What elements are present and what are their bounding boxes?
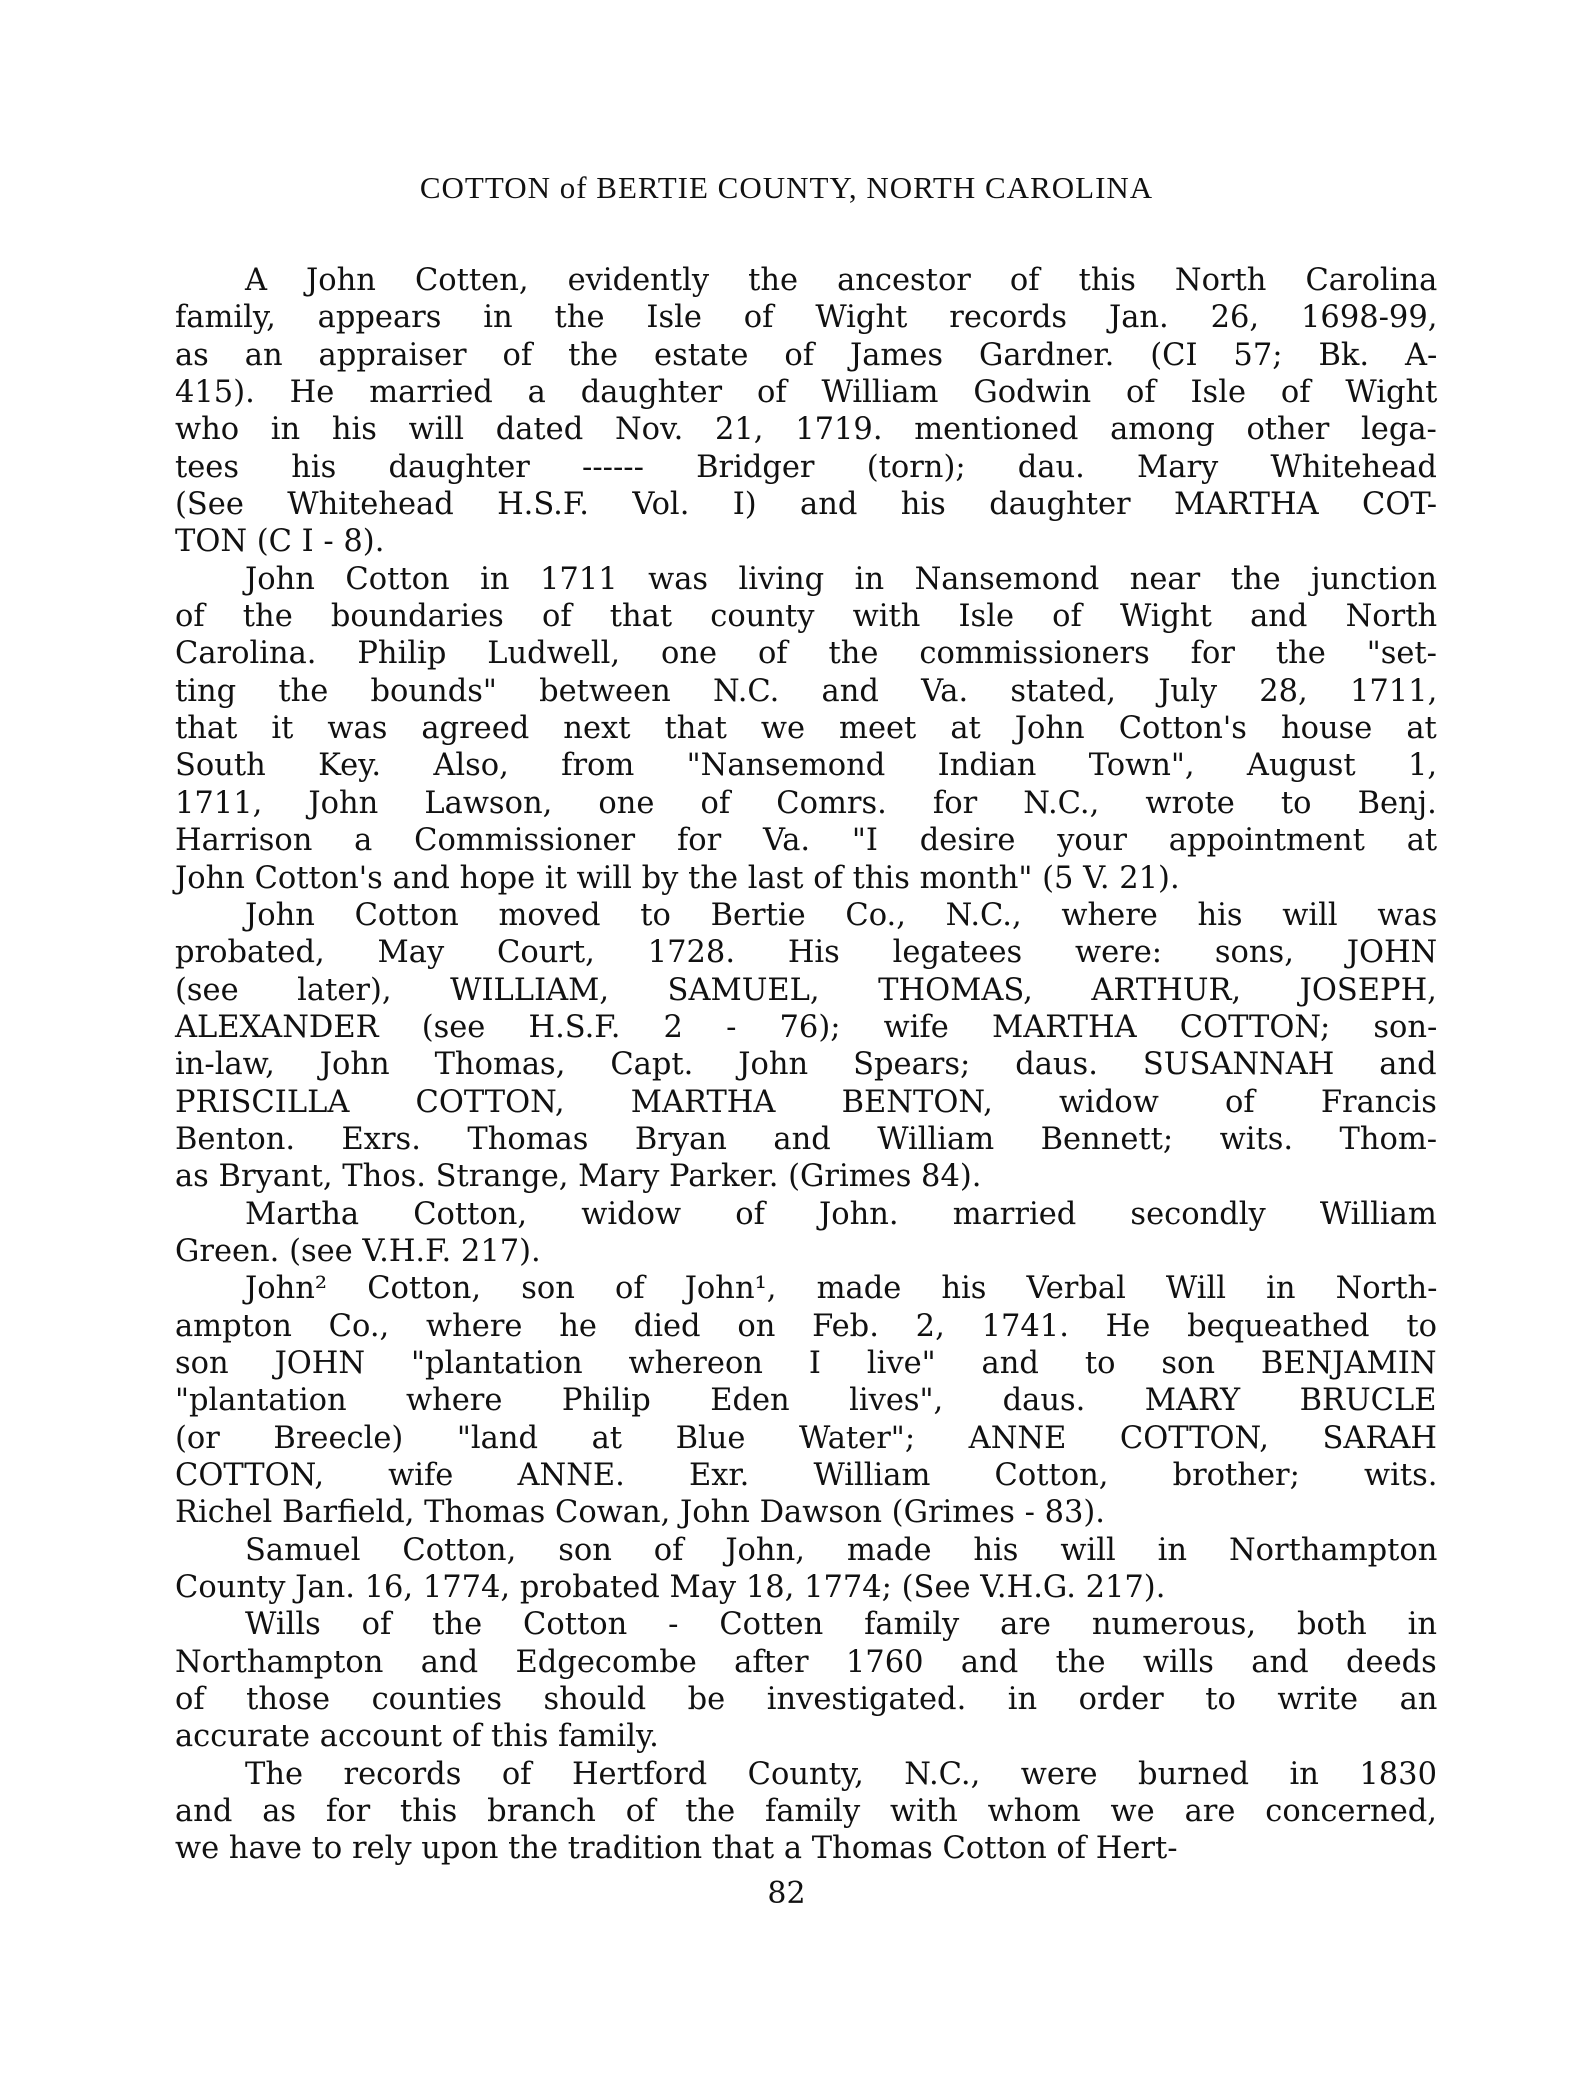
text-line: as an appraiser of the estate of James Gardner. (CI 57; Bk. A-	[175, 337, 1438, 373]
text-line: and as for this branch of the family with whom we are concerned,	[175, 1794, 1437, 1830]
body-text	[175, 262, 1437, 1868]
text-line: family, appears in the Isle of Wight records Jan. 26, 1698-99,	[175, 300, 1438, 336]
text-line: son JOHN "plantation whereon I live" and to son BENJAMIN	[175, 1345, 1437, 1381]
text-line: The records of Hertford County, N.C., were burned in 1830	[245, 1756, 1437, 1792]
text-line: Samuel Cotton, son of John, made his will in Northampton	[245, 1532, 1438, 1568]
text-line: in-law, John Thomas, Capt. John Spears; daus. SUSANNAH and	[175, 1047, 1437, 1083]
text-line: tees his daughter ------ Bridger (torn); dau. Mary Whitehead	[175, 449, 1437, 485]
text-line: 415). He married a daughter of William Godwin of Isle of Wight	[175, 375, 1438, 411]
text-line: South Key. Also, from "Nansemond Indian Town", August 1,	[175, 748, 1438, 784]
text-line: County Jan. 16, 1774, probated May 18, 1774; (See V.H.G. 217).	[175, 1570, 1166, 1606]
text-line: John Cotton moved to Bertie Co., N.C., where his will was	[245, 897, 1438, 933]
text-line: (see later), WILLIAM, SAMUEL, THOMAS, ARTHUR, JOSEPH,	[175, 972, 1437, 1008]
page-title: COTTON of BERTIE COUNTY, NORTH CAROLINA	[419, 170, 1154, 205]
text-line: ALEXANDER (see H.S.F. 2 - 76); wife MARTHA COTTON; son-	[175, 1009, 1438, 1045]
text-line: Martha Cotton, widow of John. married secondly William	[245, 1196, 1437, 1232]
text-line: Benton. Exrs. Thomas Bryan and William Bennett; wits. Thom-	[175, 1121, 1438, 1157]
text-line: (See Whitehead H.S.F. Vol. I) and his daughter MARTHA COT-	[175, 487, 1438, 523]
text-line: 1711, John Lawson, one of Comrs. for N.C., wrote to Benj.	[175, 785, 1437, 821]
text-line: COTTON, wife ANNE. Exr. William Cotton, brother; wits.	[175, 1458, 1438, 1493]
text-line: as Bryant, Thos. Strange, Mary Parker. (Grimes 84).	[175, 1159, 982, 1195]
text-line: (or Breecle) "land at Blue Water"; ANNE COTTON, SARAH	[175, 1420, 1438, 1456]
text-line: accurate account of this family.	[175, 1719, 659, 1755]
text-line: TON (C I - 8).	[175, 524, 385, 560]
text-line: Carolina. Philip Ludwell, one of the commissioners for the "set-	[175, 636, 1437, 672]
text-line: ampton Co., where he died on Feb. 2, 1741. He bequeathed to	[175, 1308, 1437, 1344]
text-line: "plantation where Philip Eden lives", daus. MARY BRUCLE	[175, 1383, 1437, 1419]
text-line: John Cotton's and hope it will by the last of this month" (5 V. 21).	[175, 860, 1180, 896]
text-line: probated, May Court, 1728. His legatees were: sons, JOHN	[175, 935, 1438, 971]
text-line: A John Cotten, evidently the ancestor of this North Carolina	[245, 263, 1438, 298]
text-line: that it was agreed next that we meet at John Cotton's house at	[175, 711, 1437, 747]
text-line: Harrison a Commissioner for Va. "I desire your appointment at	[175, 823, 1438, 859]
text-line: John² Cotton, son of John¹, made his Verbal Will in North-	[245, 1271, 1438, 1307]
text-line: Green. (see V.H.F. 217).	[175, 1233, 541, 1269]
text-line: Wills of the Cotton - Cotten family are numerous, both in	[245, 1607, 1438, 1643]
text-line: who in his will dated Nov. 21, 1719. mentioned among other lega-	[175, 412, 1437, 448]
text-line: John Cotton in 1711 was living in Nansemond near the junction	[245, 561, 1437, 597]
text-line: Richel Barfield, Thomas Cowan, John Dawson (Grimes - 83).	[175, 1495, 1105, 1531]
text-line: PRISCILLA COTTON, MARTHA BENTON, widow of Francis	[175, 1084, 1437, 1120]
text-line: of the boundaries of that county with Isle of Wight and North	[175, 599, 1438, 635]
text-line: Northampton and Edgecombe after 1760 and the wills and deeds	[175, 1644, 1437, 1680]
text-line: of those counties should be investigated. in order to write an	[175, 1682, 1438, 1718]
text-line: we have to rely upon the tradition that a Thomas Cotton of Hert-	[175, 1831, 1178, 1867]
text-line: ting the bounds" between N.C. and Va. stated, July 28, 1711,	[175, 673, 1438, 709]
page-number: 82	[767, 1876, 806, 1911]
